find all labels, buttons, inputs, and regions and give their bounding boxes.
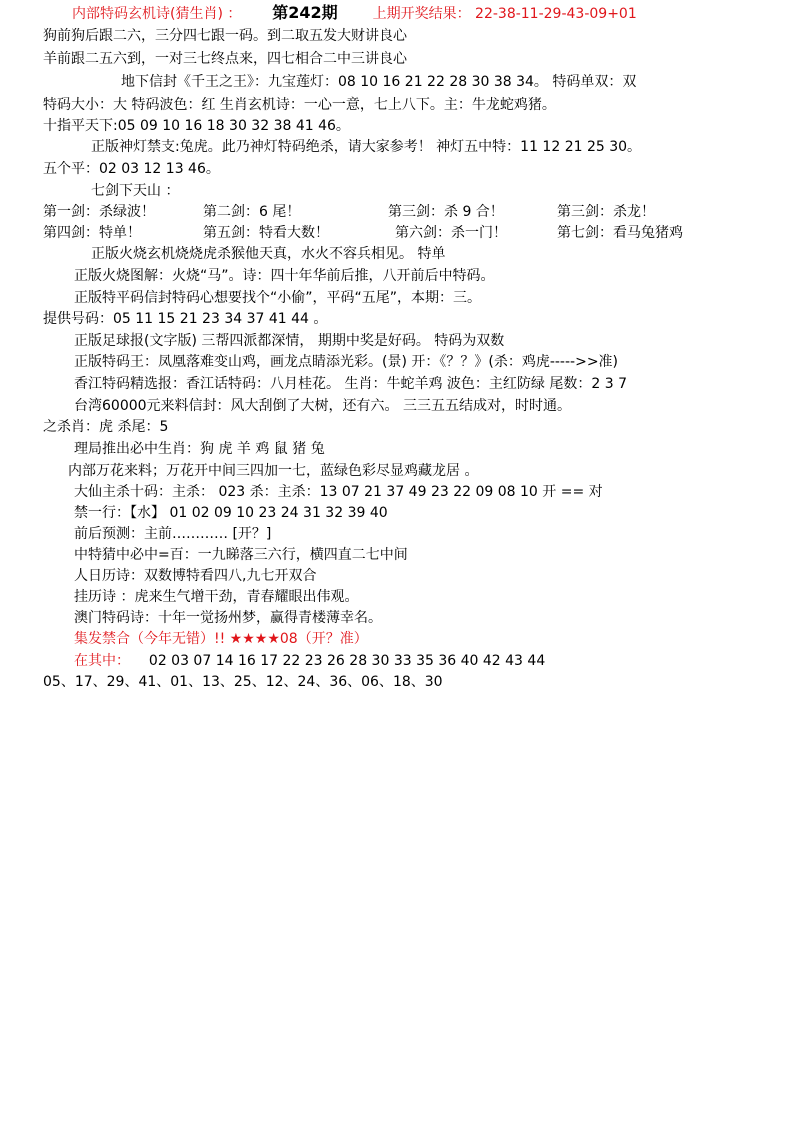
text-line-3: 地下信封《千王之王》：九宝莲灯：08 10 16 21 22 28 30 38 34。 特码单双：双 bbox=[121, 74, 637, 90]
text-line-5: 十指平天下:05 09 10 16 18 30 32 38 41 46。 bbox=[43, 118, 350, 134]
sword-1: 第一剑：杀绿波！ bbox=[43, 204, 155, 220]
text-line-24: 前后预测：主前………… [开？] bbox=[74, 526, 272, 542]
in-it-label: 在其中： bbox=[74, 653, 130, 669]
sword-3: 第三剑：杀 9 合！ bbox=[388, 204, 504, 220]
text-line-18: 台湾60000元来料信封：风大刮倒了大树，还有六。 三三五五结成对，时时通。 bbox=[74, 398, 571, 414]
sword-3b: 第三剑：杀龙！ bbox=[557, 204, 655, 220]
text-line-25: 中特猜中必中=百：一九睇落三六行，横四直二七中间 bbox=[74, 547, 408, 563]
sword-5: 第五剑：特看大数！ bbox=[203, 225, 329, 241]
text-line-21: 内部万花来料；万花开中间三四加一七，蓝绿色彩尽显鸡藏龙居 。 bbox=[68, 463, 479, 479]
text-line-30 bbox=[74, 652, 545, 670]
text-line-1: 狗前狗后跟二六，三分四七跟一码。到二取五发大财讲良心 bbox=[43, 28, 407, 44]
text-line-22: 大仙主杀十码：主杀： 023 杀：主杀：13 07 21 37 49 23 22 09 08 10 开 == 对 bbox=[74, 484, 603, 500]
text-line-13: 正版特平码信封特码心想要找个“小偷”，平码“五尾”，本期：三。 bbox=[74, 290, 482, 306]
text-line-26: 人日历诗：双数博特看四八,九七开双合 bbox=[74, 568, 317, 584]
sword-4: 第四剑：特单！ bbox=[43, 225, 141, 241]
text-line-29: 集发禁合（今年无错）!! ★★★★08（开？准） bbox=[74, 631, 368, 647]
sword-7: 第七剑：看马兔猪鸡 bbox=[557, 225, 683, 241]
in-it-numbers: 02 03 07 14 16 17 22 23 26 28 30 33 35 36 40 42 43 44 bbox=[148, 653, 546, 669]
text-line-31: 05、17、29、41、01、13、25、12、24、36、06、18、30 bbox=[43, 674, 443, 690]
text-line-7: 五个平：02 03 12 13 46。 bbox=[43, 161, 220, 177]
text-line-11: 正版火烧玄机烧烧虎杀猴他天真，水火不容兵相见。 特单 bbox=[91, 246, 446, 262]
last-result-label: 上期开奖结果： bbox=[372, 6, 471, 22]
text-line-6: 正版神灯禁支:兔虎。此乃神灯特码绝杀，请大家参考！ 神灯五中特：11 12 21 25 30。 bbox=[91, 139, 642, 155]
text-line-23: 禁一行：【水】 01 02 09 10 23 24 31 32 39 40 bbox=[74, 505, 388, 521]
sword-6: 第六剑：杀一门！ bbox=[395, 225, 507, 241]
text-line-14: 提供号码：05 11 15 21 23 34 37 41 44 。 bbox=[43, 311, 328, 327]
period-number: 第242期 bbox=[272, 3, 338, 22]
text-line-4: 特码大小：大 特码波色：红 生肖玄机诗：一心一意，七上八下。主：牛龙蛇鸡猪。 bbox=[43, 97, 556, 113]
text-line-20: 理局推出必中生肖：狗 虎 羊 鸡 鼠 猪 兔 bbox=[74, 441, 325, 457]
header-line bbox=[72, 4, 637, 23]
last-result-value: 22-38-11-29-43-09+01 bbox=[475, 6, 637, 22]
text-line-2: 羊前跟二五六到，一对三七终点来，四七相合二中三讲良心 bbox=[43, 51, 407, 67]
text-line-12: 正版火烧图解：火烧“马”。诗：四十年华前后推，八开前后中特码。 bbox=[74, 268, 495, 284]
text-line-8: 七剑下天山 ： bbox=[91, 183, 180, 199]
header-title: 内部特码玄机诗(猜生肖) ： bbox=[72, 6, 242, 22]
text-line-17: 香江特码精选报：香江话特码：八月桂花。 生肖：牛蛇羊鸡 波色：主红防绿 尾数：2 3 7 bbox=[74, 376, 627, 392]
text-line-27: 挂历诗 ：虎来生气增干劲，青春耀眼出伟观。 bbox=[74, 589, 359, 605]
text-line-15: 正版足球报(文字版) 三帮四派都深情， 期期中奖是好码。 特码为双数 bbox=[74, 333, 505, 349]
sword-2: 第二剑：6 尾！ bbox=[203, 204, 301, 220]
text-line-16: 正版特码王：凤凰落难变山鸡，画龙点睛添光彩。(景) 开：《？？》(杀：鸡虎----->>准) bbox=[74, 354, 619, 370]
text-line-19: 之杀肖：虎 杀尾：5 bbox=[43, 419, 169, 435]
text-line-28: 澳门特码诗：十年一觉扬州梦，赢得青楼薄幸名。 bbox=[74, 610, 382, 626]
